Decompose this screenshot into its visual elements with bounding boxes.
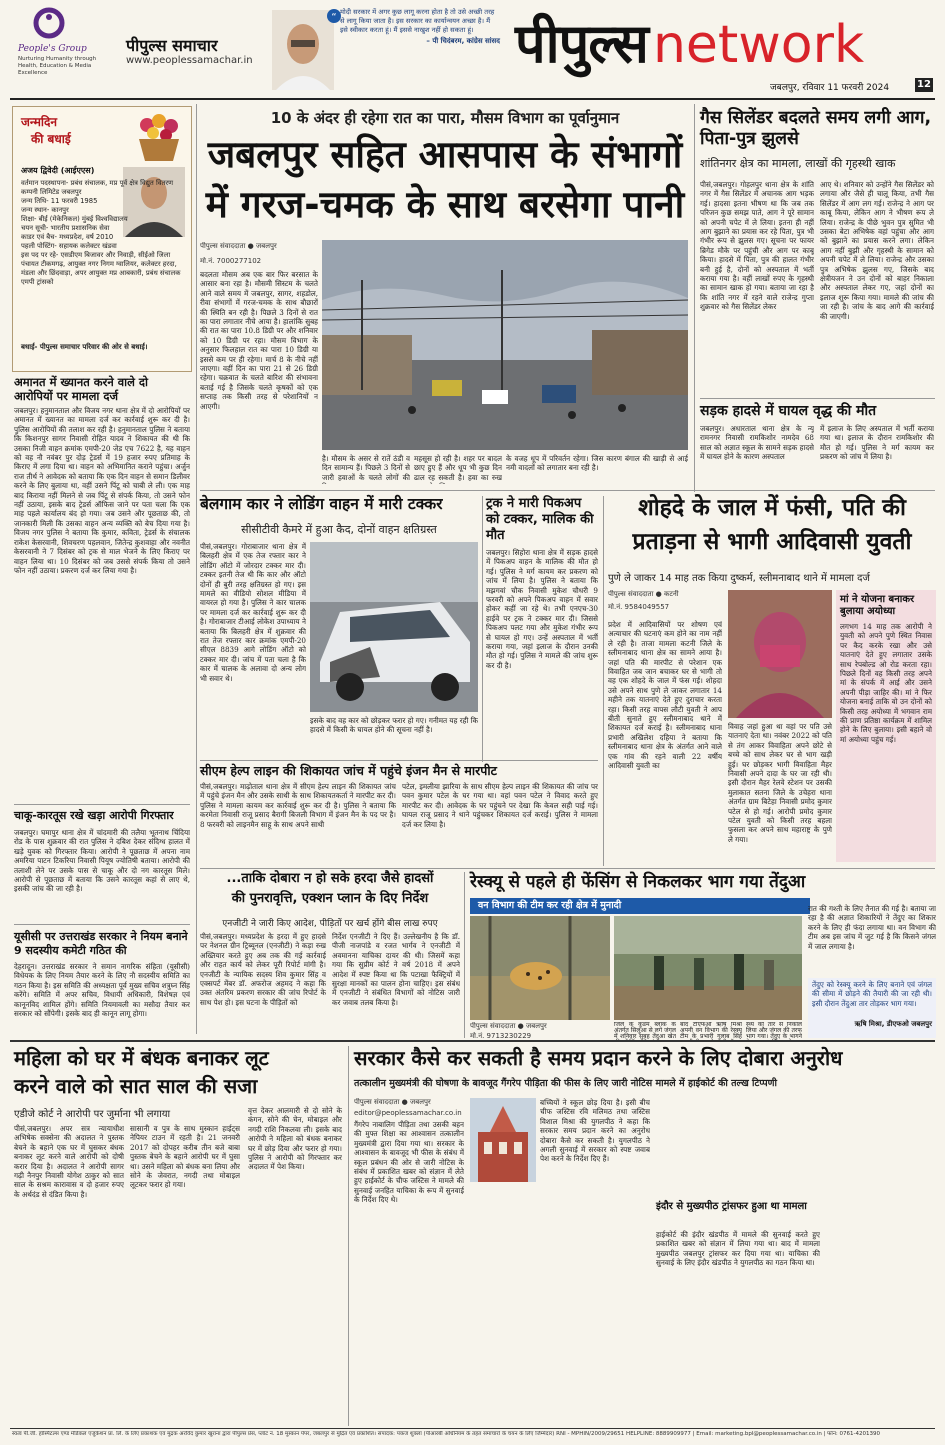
dowry-headline: अमानत में ख्यानत करने वाले दो आरोपियों पर मामला दर्ज [14, 375, 148, 403]
elderly-headline: सड़क हादसे में घायल वृद्ध की मौत [700, 403, 877, 419]
gas-col1: पीसं,जबलपुर। गोहलपुर थाना क्षेत्र के शांति नगर में गैस सिलेंडर में अचानक आग भड़क गई। हादसा इतना भीषण था कि जब तक परिजन कुछ समझ पाते, आग ने पूरे सामान को अपनी चपेट में ले लिया। इतना ही नहीं आग बुझाने का प्रयास कर रहे पिता, पुत्र भी गंभीर रूप से झुलस गए। सूचना पर फायर ब्रिगेड मौके पर पहुंची और आग पर काबू किया। हादसे में पिता, पुत्र की हालत गंभीर बनी हुई है, दोनों को अस्पताल में भर्ती कराया गया है। वहीं लाखों रुपए के गृहस्थी का सामान खाक हो गया। बताया जा रहा है कि शांति नगर में रहने वाले राजेन्द्र गुप्ता शुक्रवार को गैस सिलेंडर लेकर [700, 180, 814, 312]
dowry-body: जबलपुर। हनुमानताल और विजय नगर थाना क्षेत्र में दो आरोपियों पर अमानत में ख्यानत का मामला दर्ज कर कार्रवाई शुरू कर दी है। पुलिस आरोपियों की तलाश कर रही है। हनुमानताल पुलिस ने बताया कि किशनपुर सागर निवासी रोहित यादव ने शिकायत की थी कि उसका निजी वाहन क्रमांक एमपी-20 जेड एच 7622 है, यह वाहन को वह नौ नवंबर पुर दोड़ ट्रेडर्स में 19 हजार रुपए प्रतिमाह के किराए में लगा दिया था। वाहन को अभिमानित कराने पहुंचा। अर्जुन राज तीर्थ ने आवेदक को बताया कि एक दिन वाहन से समान डिलीवर करने के लिए बुलाया था, वहीं उसने पिंटू को चाबी ले ली। एक माह बाद किराया नहीं मिलने से जब पिंटू से संपर्क किया, तो उसने फोन नहीं उठाया, इसके बाद ट्रेडर्स ऑफिस जाने पर पता चला कि एक माह पहले कार्यालय बंद हो गया। जब उसने और पूछताछ की, तो जानकारी मिली कि उसका वाहन अन्य व्यक्ति को बेच दिया गया है। विजय नगर पुलिस ने बताया कि कुमार, कविता, ट्रेडर्स के संचालक राकेश केसरवानी, शिवचरण पहलवान, जितेन्द्र कुशवाहा और नवनीत केसरवानी ने 7 दिसंबर को ट्रक से माल भेजने के लिए किराए पर वाहन लिया था। 10 दिसंबर को जब उससे संपर्क किया तो उसने फोन नहीं उठाया। प्रकरण दर्ज कर लिया गया है। [14, 406, 190, 575]
dateline: जबलपुर, रविवार 11 फरवरी 2024 [770, 83, 890, 93]
leopard-note-box [808, 978, 936, 1038]
svg-text:“: “ [331, 12, 337, 23]
chidambaram-photo [272, 10, 337, 90]
leopard-headline: रेस्क्यू से पहले ही फेंसिंग से निकलकर भाग गया तेंदुआ [470, 872, 806, 892]
elderly-col2: में इलाज के लिए अस्पताल में भर्ती कराया गया था। इलाज के दौरान रामकिशोर की मौत हो गई। पुलिस ने मर्ग कायम कर प्रकरण को जांच में लिया है। [820, 424, 934, 462]
hostage-col2: सासानी व पुत्र के साथ मुस्कान हाईट्स नेपियर टाउन में रहती है। 21 जनवरी 2017 को दोपहर करीब तीन बजे बाबा पुस्तक बेचने के बहाने आरोपी घर में घुसा था। उसने महिला को बंधक बना लिया और सोने के जेवरात, नगदी तथा मोबाइल लूटकर फरार हो गया। [130, 1124, 240, 1190]
leopard-byline: पीपुल्स संवाददाता ● जबलपुर [470, 1022, 547, 1030]
page-number: 12 [915, 78, 933, 92]
main-col1: बदलता मौसम अब एक बार फिर बरसात के आसार बना रहा है। मौसमी सिस्टम के चलते आने वाले समय में जबलपुर, सागर, शहडोल, रीवा संभागों में गरज-चमक के साथ बौछारों की स्थिति बन रही है। पिछले 3 दिनों से रात का पारा लगातार नीचे आया है। हालांकि सुबह की रात का पारा 10.8 डिग्री पर और शनिवार को 10 डिग्री पर रहा। मौसम विभाग के अनुसार फिलहाल रात का पारा 10 डिग्री या इससे कम पर ही रहेगा। मार्च 8 के नीचे नहीं जाएगा। वहीं दिन का पारा 21 से 26 डिग्री रहेगा। चक्रवात के चलते बारिश की संभावना बताई गई है जिसके चलते कृषकों को एक सप्ताह तक किसी तरह से परेशानियों न आएगी। [200, 270, 318, 411]
birthday-title-2: की बधाई [31, 132, 71, 146]
hostage-headline-line2: करने वाले को सात साल की सजा [14, 1074, 258, 1098]
website[interactable]: www.peoplessamachar.in [126, 55, 253, 66]
quote-icon [326, 8, 342, 24]
leopard-col1: जिले के कुंडम ब्लॉक के अंतर्गत सिलुआ से लगे जंगल में शनिवार सुबह तेंदुआ खेत [614, 1022, 676, 1040]
hc-email[interactable]: editor@peoplessamachar.co.in [354, 1109, 462, 1117]
hc-side-headline: इंदौर से मुख्यपीठ ट्रांसफर हुआ था मामला [656, 1201, 807, 1212]
tribal-headline-line2: प्रताड़ना से भागी आदिवासी युवती [632, 529, 912, 555]
car-headline: बेलगाम कार ने लोडिंग वाहन में मारी टक्कर [200, 495, 443, 513]
harda-headline-line2: की पुनरावृत्ति, एक्शन प्लान के दिए निर्देश [231, 891, 429, 906]
hc-side-col-right [826, 1098, 936, 1424]
hostage-headline-line1: महिला को घर में बंधक बनाकर लूट [14, 1046, 269, 1070]
tribal-col2: विवाह जहां हुआ था वहां पर पति उसे यातनाएं देता था। नवंबर 2022 को पति से तंग आकर विवाहिता अपने छोटे से बच्चे को साथ लेकर घर से भाग खड़ी हुई। घर छोड़कर भागी विवाहिता मैहर निवासी अपने दादा के घर जा रही थी। इसी दौरान मैहर रेलवे स्टेशन पर उसकी मुलाकात सतना जिले के उचेहरा थाना अंतर्गत ग्राम बिटेहा निवासी प्रमोद कुमार पटेल से हो गई। आरोपी प्रमोद कुमार पटेल युवती को किसी तरह बहला फुसला कर अपने साथ महाराष्ट्र के पुणे ले गया। [728, 722, 832, 844]
flower-basket-icon [131, 111, 187, 163]
main-mobile: मो.नं. 7000277102 [200, 257, 262, 265]
tribal-headline-line1: शोहदे के जाल में फंसी, पति की [638, 495, 906, 521]
harda-subhead: एनजीटी ने जारी किए आदेश, पीड़ितों पर खर्च होंगे बीस लाख रुपए [222, 919, 438, 929]
birthday-title: जन्मदिन [21, 115, 58, 129]
hc-byline: पीपुल्स संवाददाता ● जबलपुर [354, 1098, 431, 1106]
knife-headline: चाकू-कारतूस रखे खड़ा आरोपी गिरफ्तार [14, 809, 174, 822]
tribal-col1: प्रदेश में आदिवासियों पर शोषण एवं अत्याचार की घटनाएं कम होने का नाम नहीं ले रही है। ताजा मामला कटनी जिले के स्लीमनाबाद थाना क्षेत्र का सामने आया है। जहां पति की मारपीट से परेशान एक विवाहित जब जान बचाकर घर से भागी तो वह एक शोहदे के जाल में फंस गई। शोहदा उसे अपने साथ पुणे ले जाकर लगातार 14 महीने तक यातनाएं देते हुए दुराचार करता रहा। किसी तरह वापस लौटी युवती ने आप बीती सुनाते हुए स्लीमनाबाद थाने में शिकायत दर्ज कराई है। स्लीमनाबाद थाना प्रभारी अखिलेश दहिया ने बताया कि स्लीमनाबाद थाना क्षेत्र के अंतर्गत आने वाले एक गांव की रहने वाली 22 वर्षीय आदिवासी युवती का [608, 620, 722, 771]
gas-headline: गैस सिलेंडर बदलते समय लगी आग, पिता-पुत्र झुलसे [700, 108, 932, 149]
network-title-hi: पीपुल्स [515, 12, 648, 75]
group-name: People's Group [18, 44, 87, 54]
hc-col1: गैंगरेप नाबालिग पीड़िता तथा उसकी बहन की मुफ्त शिक्षा का आश्वासन तत्कालीन मुख्यमंत्री द्वारा दिया गया था। सरकार के आश्वासन के बावजूद भी फीस के संबंध में स्कूल प्रबंधन की ओर से जारी नोटिस के संबंध में प्रकाशित खबर को संज्ञान में लेते हुए हाईकोर्ट के चीफ जस्टिस ने मामले की सुनवाई जनहित याचिका के रूप में सुनवाई के निर्देश दिए थे। [354, 1120, 464, 1205]
hostage-subhead: एडीजे कोर्ट ने आरोपी पर जुर्माना भी लगाया [14, 1109, 171, 1120]
car-caption: इसके बाद वह कार को छोड़कर फरार हो गए। गनीमत यह रही कि हादसे में किसी के घायल होने की सूचना नहीं है। [310, 716, 478, 735]
tribal-sidebox-body: लगभग 14 माह तक आरोपी ने युवती को अपने पुणे स्थित निवास पर कैद करके रखा और उसे यातनाएं देते हुए लगातार उसके साथ रेपबोल्ड ओ रोड करता रहा। पिछले दिनों वह किसी तरह अपने मां के संपर्क में आई और उसने अपनी पीड़ा जाहिर की। मां ने फिर योजना बनाई ताकि वो उन दोनों को किसी तरह अयोध्या में भगवान राम की प्राण प्रतिष्ठा कार्यक्रम में शामिल होने के लिए बुलाया। इसी बहाने वो मां अयोध्या पहुंच गई। [840, 622, 932, 744]
main-kicker: 10 के अंदर ही रहेगा रात का पारा, मौसम विभाग का पूर्वानुमान [270, 109, 620, 127]
car-photo [310, 542, 478, 712]
leopard-mobile: मो.नं. 9713230229 [470, 1032, 532, 1040]
main-col3: महसूस हो रही है। शहर पर बादल छाए हुए हैं और धूप भी कुछ दिन ढाल रह सकती है। हवा का रुख [414, 454, 502, 482]
leopard-note-author: ऋषि मिश्रा, डीएफओ जबलपुर [854, 1020, 932, 1028]
group-tagline: Nurturing Humanity through Health, Education & Media Excellence [18, 56, 97, 76]
tribal-mobile: मो.नं. 9584049557 [608, 603, 670, 611]
hc-subhead: तत्कालीन मुख्यमंत्री की घोषणा के बावजूद गैंगरेप पीड़िता की फीस के लिए जारी नोटिस मामले में हाईकोर्ट की तल्ख टिप्पणी [354, 1078, 777, 1089]
peoples-group-logo [18, 6, 128, 96]
main-photo [322, 240, 688, 450]
ucc-body: देहरादून। उत्तराखंड सरकार ने समान नागरिक संहिता (यूसीसी) विधेयक के लिए नियम तैयार करने के लिए नौ सदस्यीय समिति का गठन किया है। इस समिति की अध्यक्षता पूर्व मुख्य सचिव शत्रुघ्न सिंह करेंगे। समिति में अपर सचिव, विधायी अधिकारी, विशेषज्ञ एवं कानूनविद शामिल होंगे। समिति नियमावली का मसौदा तैयार कर सरकार को सौंपेगी। इसके बाद ही कानून लागू होगा। [14, 962, 190, 1019]
quote-text: मोदी सरकार में अगर कुछ लागू करना होता है तो उसे अच्छी तरह से लागू किया जाता है। इस सरकार का कार्यान्वयन अच्छा है। मैं इसे स्वीकार करता हूं। मैं इससे नाखुश नहीं हो सकता हूं। [340, 8, 495, 34]
car-col1: पीसं,जबलपुर। गोराबाजार थाना क्षेत्र में बिलहरी क्षेत्र में एक तेज रफ्तार कार ने लोडिंग ऑटो में जोरदार टक्कर मार दी। टक्कर इतनी तेज थी कि कार और ऑटो दोनों ही बुरी तरह क्षतिग्रस्त हो गए। इस मामले का वीडियो सोशल मीडिया में वायरल हो गया है। पुलिस ने कार चालक पर मामला दर्ज कर कार्रवाई शुरू कर दी है। गोराबाजार टीआई लोकेश उपाध्याय ने बताया कि बिलहरी क्षेत्र में शुक्रवार की रात तेज रफ्तार कार क्रमांक एमपी-20 सीएल 8839 आगे लोडिंग ऑटो को टक्कर मार दी। जांच में पता चला है कि कार में चालक के अलावा दो अन्य लोग भी सवार थे। [200, 542, 306, 683]
birthday-wish: बधाई- पीपुल्स समाचार परिवार की ओर से बधाई। [21, 343, 148, 351]
footer-imprint: स्वत्व पी.जी. हॉस्पिटल्स एण्ड मेडिकल एजुकेशन प्रा. लि. के लिए प्रकाशक एवं मुद्रक अरविंद कुमार खुराना द्वारा पीपुल्स प्रेस, प्लॉट नं. 18 मुस्कान पेपर, जबलपुर से मुद्रित एवं प्रकाशित। संपादक: पंकज शुक्ला (पीआरबी अधिनियम के तहत समाचारों के चयन के लिए जिम्मेदार) RNI - MPHIN/2009/29651 HELPLINE: 8889909977 | Email: marketing.bpl@peoplessamachar.co.in | फोन: 0761-4201390 [12, 1431, 880, 1437]
elderly-col1: जबलपुर। अधारताल थाना क्षेत्र के न्यू रामनगर निवासी रामकिशोर नामदेव 68 साल को अज्ञात स्कूल के सामने सड़क हादसे में घायल होने के कारण अस्पताल [700, 424, 814, 462]
leopard-photo [470, 916, 610, 1020]
leopard-note: तेंदुए को रेस्क्यू करने के लिए बनाने एवं जंगल की सीमा में छोड़ने की तैयारी की जा रही थी। इसी दौरान तेंदुआ तार तोड़कर भाग गया। [812, 980, 932, 1008]
tribal-sidebox-title: मां ने योजना बनाकर बुलाया अयोध्या [840, 594, 915, 617]
main-byline: पीपुल्स संवाददाता ● जबलपुर [200, 242, 277, 250]
hc-headline: सरकार कैसे कर सकती है समय प्रदान करने के लिए दोबारा अनुरोध [354, 1046, 843, 1070]
cm-helpline-headline: सीएम हेल्प लाइन की शिकायत जांच में पहुंचे इंजन मैन से मारपीट [200, 763, 497, 778]
leopard-band: वन विभाग की टीम कर रही क्षेत्र में मुनादी [470, 898, 810, 914]
main-col4: के वजह धूप में परिवर्तन रहेगा। जिस कारण बंगाल की खाड़ी से आई नमी वादलों को लगातार बना रही है। [506, 454, 688, 473]
paper-name: पीपुल्स समाचार [126, 36, 218, 55]
tribal-subhead: पुणे ले जाकर 14 माह तक किया दुष्कर्म, स्लीमनाबाद थाने में मामला दर्ज [608, 573, 870, 584]
gas-col2: आए थे। शनिवार को उन्होंने गैस सिलेंडर को लगाया और जैसे ही चालू किया, तभी गैस सिलेंडर में आग लग गई। राजेन्द्र ने आग पर काबू किया, लेकिन आग ने भीषण रूप ले लिया। राजेन्द्र के पीछे भुवन पुत्र सुमित भी उसका बेटा अभिषेक वहां पहुंचा और आग को बुझाने का प्रयास करने लगा। लेकिन आग नहीं बुझी और गृहस्थी के सामान को अपनी चपेट में ले लिया। राजेन्द्र और उसका पुत्र अभिषेक झुलस गए, जिसके बाद क्षेत्रीयजन ने उन दोनों को बाहर निकाला और अस्पताल लेकर गए, जहां दोनों का इलाज शुरू किया गया। मामले की जांच की जा रही है। जांच के बाद आगे की कार्रवाई की जाएगी। [820, 180, 934, 321]
main-headline-line1: जबलपुर सहित आसपास के संभागों [207, 133, 683, 176]
masthead [0, 0, 945, 100]
tribal-byline: पीपुल्स संवाददाता ● कटनी [608, 590, 679, 598]
ucc-headline: यूसीसी पर उत्तराखंड सरकार ने नियम बनाने 9 सदस्यीय कमेटी गठित की [14, 930, 188, 957]
network-title-en: network [652, 15, 865, 75]
hostage-col1: पीसं,जबलपुर। अपर सत्र न्यायाधीश अभिषेक सक्सेना की अदालत ने पुस्तक बेचने के बहाने एक घर में घुसकर बंधक बनाकर लूट करने वाले आरोपी को दोषी करार दिया है। अदालत ने आरोपी सागर गढ़ी नैनपुर निवासी योगेश ठाकुर को सात साल के सश्रम कारावास व दो हजार रुपए के अर्थदंड से दंडित किया है। [14, 1124, 124, 1199]
peoples-group-emblem-icon [32, 6, 66, 40]
birthday-bio: वर्तमान पदस्थापना- प्रबंध संचालक, मप्र पूर्व क्षेत्र विद्युत वितरण कम्पनी लिमिटेड जबलपुर जन्म तिथि- 11 फरवरी 1985 जन्म स्थान- कानपुर शिक्षा- बीई (मेकेनिकल) मुंबई विश्वविद्यालय चयन सूची- भारतीय प्रशासनिक सेवा काडर एवं बैच- मध्यप्रदेश, वर्ष 2010 पहली पोस्टिंग- सहायक कलेक्टर खंडवा इस पद पर रहे- एसडीएम बिजावर और निवाड़ी, सीईओ जिला पंचायत टीकमगढ़, आयुक्त नगर निगम ग्वालियर, कलेक्टर हरदा, मंडला और छिंदवाड़ा, अपर आयुक्त मप्र आबकारी, प्रबंध संचालक एमपी ट्रांसको [21, 179, 181, 286]
harda-col1: पीसं,जबलपुर। मध्यप्रदेश के हरदा में हुए हादसे पर नेशनल ग्रीन ट्रिब्यूनल (एनजीटी) ने कड़ा रुख अख्तियार करते हुए अब तक की गई कार्रवाई और राहत कार्य को लेकर पूरी रिपोर्ट मांगी है। एनजीटी के न्यायिक सदस्य शिव कुमार सिंह व एक्सपर्ट मेंबर डॉ. अफरोज अहमद ने कहा कि उक्त अंतरिम प्रकरण सरकार की जांच रिपोर्ट के साथ पेश हो। इस घटना के पीड़ितों को [200, 932, 326, 1007]
quote-author: – पी चिदंबरम, कांग्रेस सांसद [426, 37, 500, 45]
pickup-headline: ट्रक ने मारी पिकअप को टक्कर, मालिक की मौत [486, 496, 594, 543]
quote-box [331, 8, 500, 92]
forest-team-photo [614, 916, 802, 1020]
car-subhead: सीसीटीवी कैमरे में हुआ कैद, दोनों वाहन क्षतिग्रस्त [241, 523, 437, 536]
hc-col2: बच्चियों ने स्कूल छोड़ दिया है। इसी बीच चीफ जस्टिस रवि मलिमठ तथा जस्टिस विशाल मिश्रा की युगलपीठ ने कहा कि सरकार समय प्रदान करने का अनुरोध दोबारा कैसे कर सकती है। युगलपीठ ने अगली सुनवाई में सरकार को स्पष्ट जवाब पेश करने के निर्देश दिए हैं। [540, 1098, 650, 1164]
gas-subhead: शांतिनगर क्षेत्र का मामला, लाखों की गृहस्थी खाक [700, 157, 896, 170]
leopard-col2: बाद टीएफओ ऋषि मिश्रा अपनी वन विभाग की रेस्क्यू टीम के प्रभारी गुलाब सिंह [680, 1022, 742, 1040]
cm-helpline-col1: पीसं,जबलपुर। माढ़ोताल थाना क्षेत्र में सीएम हेल्प लाइन की शिकायत जांच में पहुंचे इंजन मैन और उसके साथी के साथ शिकायतकर्ता ने मारपीट कर दी। पुलिस ने मामला कायम कर कार्रवाई शुरू कर दी है। पुलिस ने बताया कि करमेता निवासी राजू प्रसाद बैरागी बिजली विभाग में इंजन मैन के पद पर है। 8 फरवरी को लाइनमैन साहू के साथ अपने साथी [200, 782, 396, 829]
cm-helpline-col2: पटेल, इमलीया झारिया के साथ सीएम हेल्प लाइन की शिकायत की जांच पर पवन कुमार पटेल के घर गया था। वहां पवन पटेल ने विवाद करते हुए मारपीट कर दी। आवेदक के घर पहुंचने पर देखा कि केवल सही पाई गई। घायल राजू प्रसाद ने थाने पहुंचकर शिकायत दर्ज कराई। पुलिस ने मामला दर्ज कर लिया है। [402, 782, 598, 829]
hostage-col3: वृत्त देकर आलमारी से दो सोने के कंगन, सोने की चेन, मोबाइल और नगदी राशि निकलवा ली। इसके बाद आरोपी ने महिला को बंधक बनाकर घर में छोड़ दिया और फरार हो गया। पुलिस ने आरोपी को गिरफ्तार कर अदालत में पेश किया। [248, 1106, 342, 1172]
hc-building-photo [470, 1098, 536, 1182]
birthday-name: अजय द्विवेदी (आईएएस) [21, 166, 95, 175]
pickup-body: जबलपुर। सिहोरा थाना क्षेत्र में सड़क हादसे में पिकअप वाहन के मालिक की मौत हो गई। पुलिस ने मर्ग कायम कर प्रकरण को जांच में लिया है। पुलिस ने बताया कि मझगवां चौक निवासी मुकेश चौधरी 9 फरवरी को अपने पिकअप वाहन में सवार होकर कहीं जा रहे थे। तभी एनएच-30 हाईवे पर ट्रक ने टक्कर मार दी। जिससे पिकअप पलट गया और मुकेश गंभीर रूप से घायल हो गए। उन्हें अस्पताल में भर्ती कराया गया, जहां इलाज के दौरान उनकी मौत हो गई। पुलिस ने मामले की जांच शुरू कर दी है। [486, 548, 598, 670]
tribal-sidebox [836, 590, 936, 862]
birthday-box [12, 106, 192, 372]
hc-side-body: हाईकोर्ट की इंदौर खंडपीठ में मामले की सुनवाई करते हुए प्रकाशित खबर को संज्ञान में लिया गया था। बाद में मामला मुख्यपीठ जबलपुर ट्रांसफर कर दिया गया था। याचिका की सुनवाई के लिए इंदौर खंडपीठ ने युगलपीठ का गठन किया था। [656, 1230, 820, 1268]
harda-col2: निर्देश एनजीटी ने दिए हैं। उल्लेखनीय है कि डॉ. पीजी नाजपांडे व रजत भार्गव ने एनजीटी में अवमानना याचिका दायर की थी। जिसमें कहा गया कि सुप्रीम कोर्ट ने वर्ष 2018 में अपने आदेश में स्पष्ट किया था कि पटाखा फैक्ट्रियों में सुरक्षा मानकों का पालन होना चाहिए। इस संबंध में एनजीटी ने संबंधित विभागों को नोटिस जारी कर जवाब तलब किया है। [332, 932, 460, 1007]
leopard-col4: रात की गश्ती के लिए तैनात की गई है। बताया जा रहा है की अज्ञात शिकारियों ने तेंदुए का शिकार करने के लिए ही फंदा लगाया था। वन विभाग की टीम अब इस जांच में जुट गई है कि किसने जंगल में जाल लगाया है। [808, 904, 936, 951]
main-col2: है। मौसम के असर से रातें ठंडी व दिन सामान्य हैं। पिछले 3 दिनों से जारी हवाओं के चलते लोगों की [322, 454, 410, 482]
leopard-col3: स्थ्य को तार से निकाल लिया और जंगल की तरफ भाग गया। तेंदुए के भागने [746, 1022, 802, 1040]
knife-body: जबलपुर। घमापुर थाना क्षेत्र में चांदमारी की तलैया भूतनाथ चिंदिया रोड के पास शुक्रवार की रात पुलिस ने दबिश देकर संदिग्ध हालत में खड़े युवक को गिरफ्तार किया। आरोपी ने पूछताछ में अपना नाम अमरिया पाटन टिकरिया निवासी पियूष ज्योतिषी बताया। आरोपी की तलाशी लेने पर उसके पास से चाकू और दो नग कारतूस मिले। आरोपी से पूछताछ में बताया कि उसने कारतूस कहां से लाए थे, इसकी जांच की जा रही है। [14, 828, 190, 894]
main-headline-line2: में गरज-चमक के साथ बरसेगा पानी [205, 183, 685, 226]
harda-headline-line1: ...ताकि दोबारा न हो सके हरदा जैसे हादसों [226, 871, 434, 886]
tribal-photo [728, 590, 832, 718]
